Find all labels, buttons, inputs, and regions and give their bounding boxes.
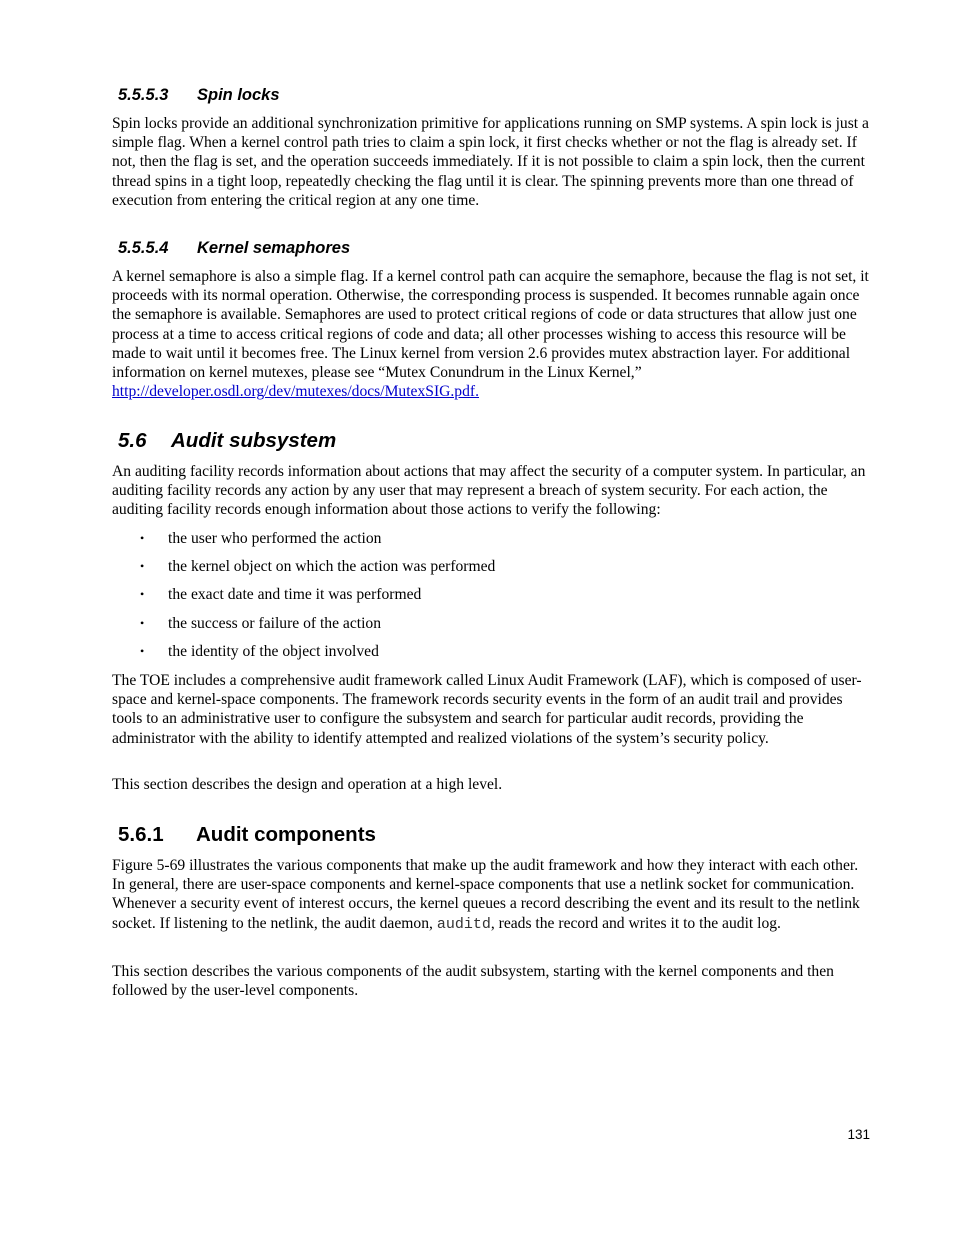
list-item	[112, 614, 872, 642]
list-item	[112, 529, 872, 557]
paragraph-text: , reads the record and writes it to the audit log.	[490, 914, 781, 932]
mutex-paper-link[interactable]: http://developer.osdl.org/dev/mutexes/docs/MutexSIG.pdf.	[112, 383, 479, 401]
list-item-text: the kernel object on which the action was performed	[168, 558, 496, 576]
heading-audit-subsystem	[112, 429, 336, 453]
heading-number: 5.6	[118, 429, 147, 452]
heading-audit-components	[112, 823, 376, 847]
heading-title: Audit components	[196, 823, 376, 846]
heading-title: Kernel semaphores	[197, 239, 351, 257]
paragraph-components-overview: This section describes the various components of the audit subsystem, starting with the kernel components and then followed by the user-level components.	[112, 963, 834, 1000]
heading-number: 5.6.1	[118, 823, 164, 846]
list-item-text: the identity of the object involved	[168, 642, 379, 660]
heading-number: 5.5.5.3	[118, 86, 169, 104]
paragraph-laf: The TOE includes a comprehensive audit framework called Linux Audit Framework (LAF), which is composed of user-space and kernel-space components. The framework records security events in the form of an audit trail and provides tools to an administrative user to configure the subsystem and search for particular audit records, providing the administrator with the ability to identify attempted and realized violations of the system’s security policy.	[112, 672, 862, 747]
list-item-text: the success or failure of the action	[168, 614, 382, 632]
heading-kernel-semaphores	[112, 238, 350, 258]
auditd-code: auditd	[436, 915, 491, 933]
heading-title: Spin locks	[197, 86, 280, 104]
bullet-icon: •	[140, 643, 145, 658]
paragraph-spin-locks: Spin locks provide an additional synchronization primitive for applications running on SMP systems. A spin lock is just a simple flag. When a kernel control path tries to claim a spin lock, it first checks whether or not the flag is already set. If not, then the flag is set, and the operation succeeds immediately. If it is not possible to claim a spin lock, then the current thread spins in a tight loop, repeatedly checking the flag until it is clear. The spinning prevents more than one thread of execution from entering the critical region at any one time.	[112, 115, 869, 209]
paragraph-audit-intro: An auditing facility records information about actions that may affect the security of a computer system. In particular, an auditing facility records any action by any user that may represent a breach of system security. For each action, the auditing facility records enough information about those actions to verify the following:	[112, 463, 866, 519]
paragraph-text: Figure 5-69 illustrates the various components that make up the audit framework and how they interact with each other. In general, there are user-space components and kernel-space components that use a netlink socket for communication. Whenever a security event of interest occurs, the kernel queues a record describing the event and its result to the netlink socket. If listening to the netlink, the audit daemon,	[112, 857, 860, 932]
heading-title: Audit subsystem	[171, 429, 337, 452]
paragraph-audit-components	[112, 856, 872, 934]
bullet-icon: •	[140, 531, 145, 545]
list-item	[112, 557, 872, 585]
bullet-icon: •	[140, 615, 145, 630]
paragraph-kernel-semaphores	[112, 267, 872, 401]
list-item-text: the user who performed the action	[168, 530, 382, 547]
audit-verify-list	[112, 529, 872, 670]
list-item	[112, 585, 872, 613]
bullet-icon: •	[140, 587, 145, 602]
bullet-icon: •	[140, 559, 145, 574]
paragraph-text: A kernel semaphore is also a simple flag. If a kernel control path can acquire the semaphore, because the flag is not set, it proceeds with its normal operation. Otherwise, the corresponding process is suspended. It becomes runnable again once the semaphore is available. Semaphores are used to protect critical regions of code or data structures that allow just one process at a time to access critical regions of code and data; all other processes wishing to access this resource will be made to wait until it becomes free. The Linux kernel from version 2.6 provides mutex abstraction layer. For additional information on kernel mutexes, please see “Mutex Conundrum in the Linux Kernel,”	[112, 268, 869, 382]
heading-spin-locks	[112, 85, 280, 105]
list-item	[112, 642, 872, 670]
list-item-text: the exact date and time it was performed	[168, 586, 422, 604]
paragraph-design-overview: This section describes the design and operation at a high level.	[112, 776, 503, 793]
page-number: 131	[847, 1127, 870, 1142]
heading-number: 5.5.5.4	[118, 239, 169, 257]
